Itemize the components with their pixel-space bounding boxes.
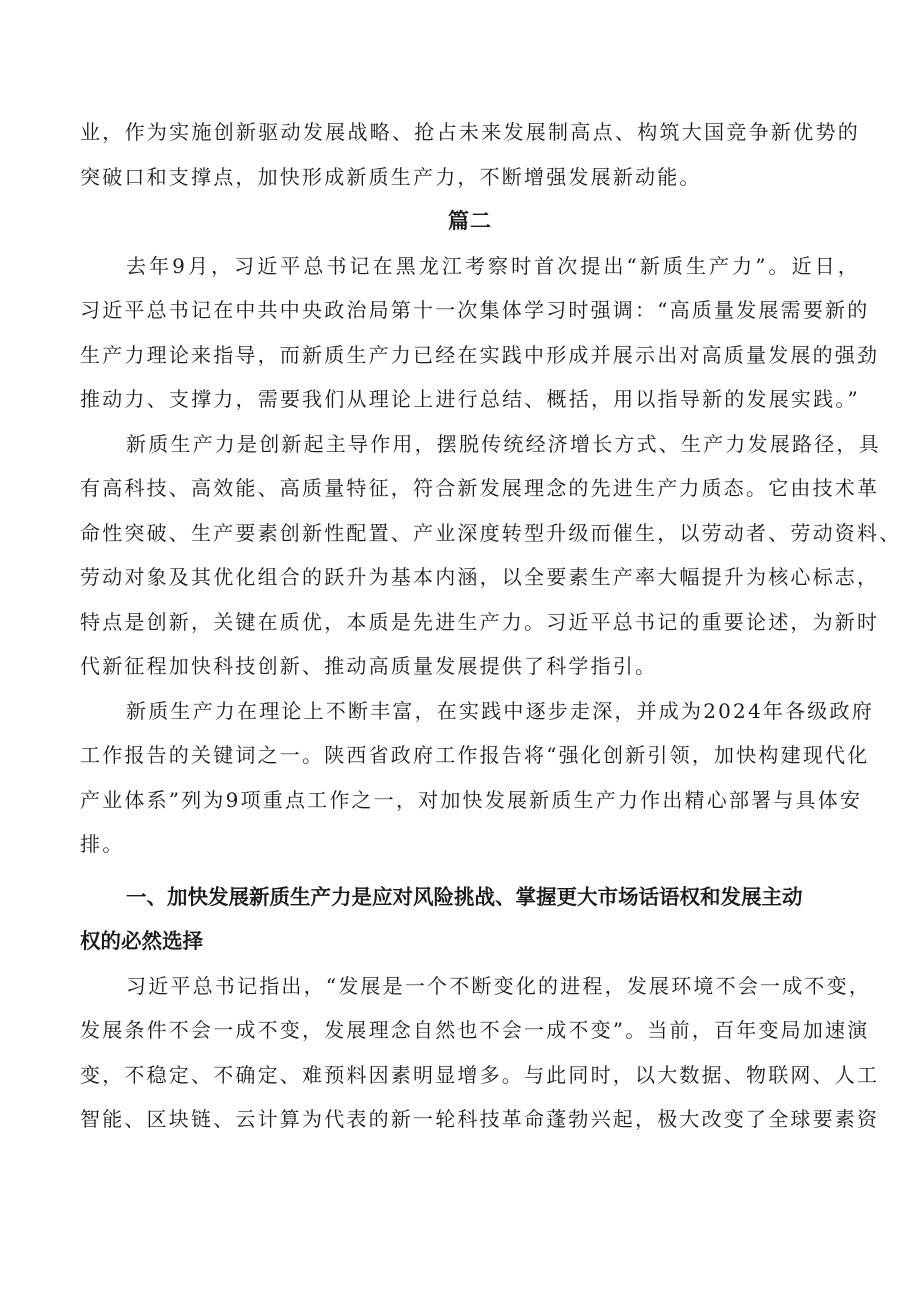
text-line: 去年9月，习近平总书记在黑龙江考察时首次提出“新质生产力”。近日， [126,253,860,278]
text-line: 排。 [80,832,125,856]
text-line: 特点是创新，关键在质优，本质是先进生产力。习近平总书记的重要论述，为新时 [80,609,880,634]
section-title: 篇二 [448,209,492,233]
document-page [80,110,902,1142]
heading-line: 权的必然选择 [80,929,203,953]
text-line: 代新征程加快科技创新、推动高质量发展提供了科学指引。 [80,654,658,678]
paragraph-3 [80,689,874,867]
text-line: 业，作为实施创新驱动发展战略、抢占未来发展制高点、构筑大国竞争新优势的 [80,120,860,144]
intro-paragraph [80,110,860,199]
text-line: 命性突破、生产要素创新性配置、产业深度转型升级而催生，以劳动者、劳动资料、 [80,520,902,545]
text-line: 智能、区块链、云计算为代表的新一轮科技革命蓬勃兴起，极大改变了全球要素资 [80,1107,880,1131]
text-line: 有高科技、高效能、高质量特征，符合新发展理念的先进生产力质态。它由技术革 [80,476,880,500]
paragraph-4 [80,964,880,1142]
text-line: 工作报告的关键词之一。陕西省政府工作报告将“强化创新引领，加快构建现代化 [80,743,870,767]
text-line: 新质生产力在理论上不断丰富，在实践中逐步走深，并成为2024年各级政府 [126,698,874,723]
section-heading [80,875,860,964]
text-line: 产业体系”列为9项重点工作之一，对加快发展新质生产力作出精心部署与具体安 [80,787,863,812]
text-line: 劳动对象及其优化组合的跃升为基本内涵，以全要素生产率大幅提升为核心标志， [80,565,880,589]
text-line: 推动力、支撑力，需要我们从理论上进行总结、概括，用以指导新的发展实践。” [80,387,860,411]
text-line: 生产力理论来指导，而新质生产力已经在实践中形成并展示出对高质量发展的强劲 [80,342,880,367]
text-line: 新质生产力是创新起主导作用，摆脱传统经济增长方式、生产力发展路径，具 [126,431,881,456]
text-line: 发展条件不会一成不变，发展理念自然也不会一成不变”。当前，百年变局加速演 [80,1018,870,1042]
text-line: 习近平总书记在中共中央政治局第十一次集体学习时强调：“高质量发展需要新的 [80,298,870,322]
paragraph-1 [80,244,880,422]
text-line: 习近平总书记指出，“发展是一个不断变化的进程，发展环境不会一成不变， [126,973,872,998]
text-line: 变，不稳定、不确定、难预料因素明显增多。与此同时，以大数据、物联网、人工 [80,1062,880,1087]
text-line: 突破口和支撑点，加快形成新质生产力，不断增强发展新动能。 [80,164,702,189]
paragraph-2 [80,422,902,689]
heading-line: 一、加快发展新质生产力是应对风险挑战、掌握更大市场话语权和发展主动 [126,884,803,909]
